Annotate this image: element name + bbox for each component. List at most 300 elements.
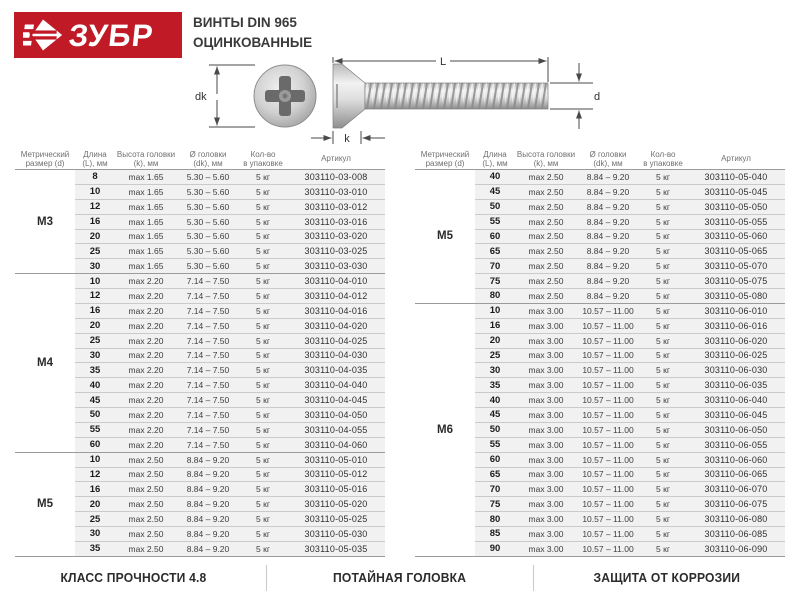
length-cell: 25 (89, 245, 101, 257)
table-row (75, 258, 385, 273)
table-row (75, 392, 385, 407)
article-cell: 303110-06-055 (704, 439, 768, 450)
length-cell: 60 (489, 454, 501, 466)
table-row (475, 526, 785, 541)
article-cell: 303110-06-020 (704, 335, 768, 346)
length-cell: 75 (489, 275, 501, 287)
head-height-cell: max 2.50 (128, 543, 164, 554)
head-height-cell: max 2.50 (128, 514, 164, 525)
head-height-cell: max 3.00 (528, 380, 564, 391)
head-height-cell: max 1.65 (128, 261, 164, 272)
head-diameter-cell: 7.14 – 7.50 (186, 335, 230, 346)
head-diameter-cell: 8.84 – 9.20 (586, 261, 630, 272)
footer-item-corrosion: ЗАЩИТА ОТ КОРРОЗИИ (593, 570, 741, 585)
package-qty-cell: 5 кг (256, 320, 270, 331)
article-cell: 303110-06-080 (704, 514, 768, 525)
table-row (75, 481, 385, 496)
table-row (75, 422, 385, 437)
table-header-row (415, 148, 785, 169)
length-cell: 25 (89, 513, 101, 525)
length-cell: 10 (89, 454, 101, 466)
length-cell: 20 (89, 230, 101, 242)
table-row (475, 452, 785, 467)
package-qty-cell: 5 кг (656, 231, 670, 242)
length-cell: 20 (489, 335, 501, 347)
article-cell: 303110-06-045 (704, 409, 768, 420)
length-cell: 16 (89, 305, 101, 317)
head-height-cell: max 2.20 (128, 409, 164, 420)
length-cell: 65 (489, 245, 501, 257)
article-cell: 303110-03-010 (304, 186, 368, 197)
package-qty-cell: 5 кг (256, 276, 270, 287)
length-cell: 8 (92, 171, 98, 183)
package-qty-cell: 5 кг (256, 261, 270, 272)
article-cell: 303110-04-020 (304, 320, 368, 331)
article-cell: 303110-04-060 (304, 439, 368, 450)
head-height-cell: max 3.00 (528, 424, 564, 435)
article-cell: 303110-04-040 (304, 380, 368, 391)
head-height-cell: max 2.50 (128, 469, 164, 480)
article-cell: 303110-05-040 (704, 171, 768, 182)
head-height-cell: max 3.00 (528, 350, 564, 361)
article-cell: 303110-03-012 (304, 201, 368, 212)
article-cell: 303110-05-065 (704, 246, 768, 257)
column-header: Ø головки (dk), мм (589, 149, 627, 168)
head-height-cell: max 2.50 (528, 231, 564, 242)
table-row (75, 496, 385, 511)
zubr-logo (14, 12, 182, 58)
article-cell: 303110-04-016 (304, 305, 368, 316)
length-cell: 25 (489, 349, 501, 361)
head-height-cell: max 2.50 (528, 201, 564, 212)
head-height-cell: max 2.50 (528, 186, 564, 197)
table-row (75, 318, 385, 333)
length-cell: 50 (489, 424, 501, 436)
metric-size-label: М5 (415, 170, 475, 303)
column-header: Метрический размер (d) (420, 149, 470, 168)
package-qty-cell: 5 кг (656, 290, 670, 301)
head-diameter-cell: 8.84 – 9.20 (586, 201, 630, 212)
article-cell: 303110-06-016 (704, 320, 768, 331)
package-qty-cell: 5 кг (656, 171, 670, 182)
length-cell: 40 (489, 171, 501, 183)
head-diameter-cell: 7.14 – 7.50 (186, 424, 230, 435)
article-cell: 303110-05-055 (704, 216, 768, 227)
article-cell: 303110-03-016 (304, 216, 368, 227)
length-cell: 60 (489, 230, 501, 242)
package-qty-cell: 5 кг (656, 335, 670, 346)
head-diameter-cell: 10.57 – 11.00 (582, 528, 634, 539)
metric-size-label: М6 (415, 304, 475, 556)
table-row (75, 288, 385, 303)
package-qty-cell: 5 кг (656, 454, 670, 465)
table-row (75, 437, 385, 452)
head-height-cell: max 2.20 (128, 276, 164, 287)
head-height-cell: max 2.50 (128, 528, 164, 539)
package-qty-cell: 5 кг (656, 350, 670, 361)
table-row (75, 348, 385, 363)
column-header: Артикул (721, 154, 751, 163)
column-header: Высота головки (k), мм (516, 149, 576, 168)
length-cell: 12 (89, 468, 101, 480)
table-row (75, 303, 385, 318)
d-label: d (594, 91, 601, 103)
size-group (15, 169, 385, 273)
head-height-cell: max 2.50 (528, 290, 564, 301)
head-diameter-cell: 10.57 – 11.00 (582, 305, 634, 316)
screw-side-view (333, 64, 548, 128)
table-row (475, 199, 785, 214)
head-diameter-cell: 10.57 – 11.00 (582, 424, 634, 435)
head-diameter-cell: 10.57 – 11.00 (582, 543, 634, 554)
package-qty-cell: 5 кг (656, 320, 670, 331)
table-body (415, 169, 785, 557)
length-cell: 16 (89, 483, 101, 495)
head-height-cell: max 2.20 (128, 439, 164, 450)
head-diameter-cell: 10.57 – 11.00 (582, 514, 634, 525)
table-row (75, 377, 385, 392)
head-diameter-cell: 8.84 – 9.20 (186, 499, 230, 510)
package-qty-cell: 5 кг (656, 365, 670, 376)
head-diameter-cell: 8.84 – 9.20 (586, 290, 630, 301)
package-qty-cell: 5 кг (256, 186, 270, 197)
size-group (415, 303, 785, 556)
table-row (75, 526, 385, 541)
head-diameter-cell: 7.14 – 7.50 (186, 305, 230, 316)
head-diameter-cell: 10.57 – 11.00 (582, 484, 634, 495)
package-qty-cell: 5 кг (656, 261, 670, 272)
length-cell: 10 (89, 186, 101, 198)
head-diameter-cell: 10.57 – 11.00 (582, 499, 634, 510)
package-qty-cell: 5 кг (656, 395, 670, 406)
article-cell: 303110-04-045 (304, 395, 368, 406)
length-cell: 35 (89, 364, 101, 376)
head-height-cell: max 1.65 (128, 201, 164, 212)
table-row (475, 407, 785, 422)
package-qty-cell: 5 кг (256, 469, 270, 480)
head-height-cell: max 2.20 (128, 335, 164, 346)
head-height-cell: max 2.20 (128, 305, 164, 316)
article-cell: 303110-06-090 (704, 543, 768, 554)
package-qty-cell: 5 кг (256, 395, 270, 406)
article-cell: 303110-03-020 (304, 231, 368, 242)
length-cell: 30 (89, 260, 101, 272)
package-qty-cell: 5 кг (256, 380, 270, 391)
head-height-cell: max 1.65 (128, 231, 164, 242)
package-qty-cell: 5 кг (656, 499, 670, 510)
article-cell: 303110-05-070 (704, 261, 768, 272)
length-cell: 40 (489, 394, 501, 406)
article-cell: 303110-04-030 (304, 350, 368, 361)
column-header: Артикул (321, 154, 351, 163)
article-cell: 303110-06-040 (704, 395, 768, 406)
length-cell: 35 (89, 543, 101, 555)
article-cell: 303110-06-050 (704, 424, 768, 435)
package-qty-cell: 5 кг (656, 246, 670, 257)
head-height-cell: max 2.50 (128, 484, 164, 495)
brand-name: ЗУБР (67, 17, 156, 53)
head-height-cell: max 2.20 (128, 365, 164, 376)
head-diameter-cell: 10.57 – 11.00 (582, 409, 634, 420)
head-diameter-cell: 7.14 – 7.50 (186, 276, 230, 287)
article-cell: 303110-05-075 (704, 276, 768, 287)
metric-size-label: М4 (15, 274, 75, 452)
head-height-cell: max 2.50 (128, 454, 164, 465)
head-height-cell: max 2.50 (528, 276, 564, 287)
head-diameter-cell: 8.84 – 9.20 (586, 246, 630, 257)
article-cell: 303110-04-025 (304, 335, 368, 346)
table-row (75, 453, 385, 467)
length-cell: 45 (489, 186, 501, 198)
head-height-cell: max 2.20 (128, 350, 164, 361)
head-height-cell: max 3.00 (528, 320, 564, 331)
table-row (475, 377, 785, 392)
length-cell: 20 (89, 320, 101, 332)
table-row (75, 170, 385, 184)
table-row (75, 274, 385, 288)
length-cell: 70 (489, 260, 501, 272)
head-height-cell: max 2.20 (128, 424, 164, 435)
metric-size-label: М3 (15, 170, 75, 273)
column-header: Длина (L), мм (482, 149, 508, 168)
head-diameter-cell: 7.14 – 7.50 (186, 320, 230, 331)
screw-head-top-view (254, 65, 316, 127)
head-diameter-cell: 8.84 – 9.20 (186, 543, 230, 554)
table-row (75, 199, 385, 214)
length-cell: 55 (489, 216, 501, 228)
table-header-row (15, 148, 385, 169)
column-header: Высота головки (k), мм (116, 149, 176, 168)
page-title-line1: ВИНТЫ DIN 965 (193, 15, 297, 30)
package-qty-cell: 5 кг (656, 528, 670, 539)
size-group (15, 273, 385, 452)
metric-size-label: М5 (15, 453, 75, 556)
length-cell: 65 (489, 468, 501, 480)
head-diameter-cell: 8.84 – 9.20 (586, 276, 630, 287)
head-diameter-cell: 7.14 – 7.50 (186, 395, 230, 406)
table-row (475, 362, 785, 377)
article-cell: 303110-03-030 (304, 261, 368, 272)
head-height-cell: max 1.65 (128, 171, 164, 182)
article-cell: 303110-06-025 (704, 350, 768, 361)
head-height-cell: max 3.00 (528, 543, 564, 554)
package-qty-cell: 5 кг (656, 216, 670, 227)
head-diameter-cell: 8.84 – 9.20 (586, 216, 630, 227)
column-header: Метрический размер (d) (20, 149, 70, 168)
package-qty-cell: 5 кг (256, 514, 270, 525)
column-header: Ø головки (dk), мм (189, 149, 227, 168)
head-height-cell: max 2.20 (128, 290, 164, 301)
head-diameter-cell: 7.14 – 7.50 (186, 380, 230, 391)
table-row (475, 541, 785, 556)
head-diameter-cell: 10.57 – 11.00 (582, 380, 634, 391)
head-height-cell: max 2.50 (128, 499, 164, 510)
screw-technical-drawing (193, 54, 613, 150)
column-header: Кол-во в упаковке (243, 149, 283, 168)
length-cell: 20 (89, 498, 101, 510)
article-cell: 303110-06-030 (704, 365, 768, 376)
head-height-cell: max 2.50 (528, 171, 564, 182)
package-qty-cell: 5 кг (256, 335, 270, 346)
package-qty-cell: 5 кг (256, 246, 270, 257)
length-cell: 12 (89, 290, 101, 302)
head-diameter-cell: 10.57 – 11.00 (582, 439, 634, 450)
head-height-cell: max 3.00 (528, 454, 564, 465)
package-qty-cell: 5 кг (656, 484, 670, 495)
head-height-cell: max 2.20 (128, 380, 164, 391)
article-cell: 303110-04-035 (304, 365, 368, 376)
length-cell: 12 (89, 201, 101, 213)
L-label: L (439, 56, 447, 68)
table-row (75, 214, 385, 229)
head-height-cell: max 3.00 (528, 365, 564, 376)
head-diameter-cell: 8.84 – 9.20 (586, 171, 630, 182)
footer-item-head-type: ПОТАЙНАЯ ГОЛОВКА (333, 570, 467, 585)
length-cell: 16 (489, 320, 501, 332)
table-row (75, 541, 385, 556)
length-cell: 80 (489, 290, 501, 302)
head-height-cell: max 2.50 (528, 216, 564, 227)
length-cell: 55 (89, 424, 101, 436)
package-qty-cell: 5 кг (656, 380, 670, 391)
table-row (475, 318, 785, 333)
head-diameter-cell: 8.84 – 9.20 (586, 186, 630, 197)
length-cell: 25 (89, 335, 101, 347)
table-row (475, 392, 785, 407)
package-qty-cell: 5 кг (256, 201, 270, 212)
head-diameter-cell: 5.30 – 5.60 (186, 216, 230, 227)
head-diameter-cell: 10.57 – 11.00 (582, 395, 634, 406)
head-height-cell: max 2.20 (128, 395, 164, 406)
k-label: k (344, 133, 350, 145)
length-cell: 45 (89, 394, 101, 406)
table-row (475, 333, 785, 348)
length-cell: 60 (89, 439, 101, 451)
table-row (75, 333, 385, 348)
article-cell: 303110-04-010 (304, 276, 368, 287)
head-diameter-cell: 5.30 – 5.60 (186, 246, 230, 257)
article-cell: 303110-05-020 (304, 499, 368, 510)
package-qty-cell: 5 кг (256, 305, 270, 316)
feature-footer (0, 556, 800, 600)
d-dimension (550, 63, 593, 129)
article-cell: 303110-05-080 (704, 290, 768, 301)
table-row (75, 511, 385, 526)
head-diameter-cell: 7.14 – 7.50 (186, 290, 230, 301)
table-row (475, 243, 785, 258)
article-cell: 303110-06-035 (704, 380, 768, 391)
package-qty-cell: 5 кг (656, 469, 670, 480)
head-height-cell: max 1.65 (128, 246, 164, 257)
length-cell: 10 (89, 275, 101, 287)
column-header: Длина (L), мм (82, 149, 108, 168)
package-qty-cell: 5 кг (656, 276, 670, 287)
table-row (475, 288, 785, 303)
head-height-cell: max 1.65 (128, 186, 164, 197)
package-qty-cell: 5 кг (256, 350, 270, 361)
table-row (475, 348, 785, 363)
head-height-cell: max 3.00 (528, 528, 564, 539)
package-qty-cell: 5 кг (656, 409, 670, 420)
page-title-line2: ОЦИНКОВАННЫЕ (193, 35, 313, 50)
head-diameter-cell: 10.57 – 11.00 (582, 320, 634, 331)
head-diameter-cell: 8.84 – 9.20 (186, 514, 230, 525)
dk-label: dk (195, 91, 207, 103)
length-cell: 50 (489, 201, 501, 213)
article-cell: 303110-06-065 (704, 469, 768, 480)
article-cell: 303110-04-050 (304, 409, 368, 420)
package-qty-cell: 5 кг (256, 365, 270, 376)
article-cell: 303110-05-045 (704, 186, 768, 197)
table-row (475, 304, 785, 318)
article-cell: 303110-05-060 (704, 231, 768, 242)
article-cell: 303110-04-012 (304, 290, 368, 301)
head-diameter-cell: 5.30 – 5.60 (186, 201, 230, 212)
package-qty-cell: 5 кг (256, 171, 270, 182)
package-qty-cell: 5 кг (656, 201, 670, 212)
table-row (475, 481, 785, 496)
length-cell: 40 (89, 379, 101, 391)
head-height-cell: max 3.00 (528, 514, 564, 525)
article-cell: 303110-05-050 (704, 201, 768, 212)
package-qty-cell: 5 кг (256, 439, 270, 450)
head-diameter-cell: 10.57 – 11.00 (582, 454, 634, 465)
table-row (475, 437, 785, 452)
article-cell: 303110-04-055 (304, 424, 368, 435)
table-row (75, 184, 385, 199)
table-row (475, 214, 785, 229)
table-row (475, 496, 785, 511)
package-qty-cell: 5 кг (256, 290, 270, 301)
length-cell: 75 (489, 498, 501, 510)
package-qty-cell: 5 кг (256, 409, 270, 420)
zubr-arrow-icon (23, 17, 63, 53)
length-cell: 30 (89, 528, 101, 540)
article-cell: 303110-06-010 (704, 305, 768, 316)
size-group (15, 452, 385, 556)
package-qty-cell: 5 кг (656, 424, 670, 435)
column-header: Кол-во в упаковке (643, 149, 683, 168)
table-row (75, 229, 385, 244)
head-diameter-cell: 8.84 – 9.20 (186, 454, 230, 465)
package-qty-cell: 5 кг (656, 186, 670, 197)
table-row (75, 407, 385, 422)
package-qty-cell: 5 кг (656, 305, 670, 316)
article-cell: 303110-05-012 (304, 469, 368, 480)
table-row (75, 243, 385, 258)
package-qty-cell: 5 кг (256, 424, 270, 435)
length-cell: 30 (89, 349, 101, 361)
spec-table-right (415, 148, 785, 557)
package-qty-cell: 5 кг (656, 543, 670, 554)
head-height-cell: max 3.00 (528, 335, 564, 346)
head-diameter-cell: 7.14 – 7.50 (186, 439, 230, 450)
article-cell: 303110-03-008 (304, 171, 368, 182)
package-qty-cell: 5 кг (256, 216, 270, 227)
head-height-cell: max 1.65 (128, 216, 164, 227)
head-diameter-cell: 8.84 – 9.20 (186, 528, 230, 539)
head-diameter-cell: 7.14 – 7.50 (186, 365, 230, 376)
table-row (475, 467, 785, 482)
head-height-cell: max 3.00 (528, 305, 564, 316)
head-height-cell: max 3.00 (528, 469, 564, 480)
head-diameter-cell: 10.57 – 11.00 (582, 469, 634, 480)
length-cell: 35 (489, 379, 501, 391)
article-cell: 303110-06-075 (704, 499, 768, 510)
length-cell: 70 (489, 483, 501, 495)
package-qty-cell: 5 кг (256, 454, 270, 465)
table-row (475, 273, 785, 288)
